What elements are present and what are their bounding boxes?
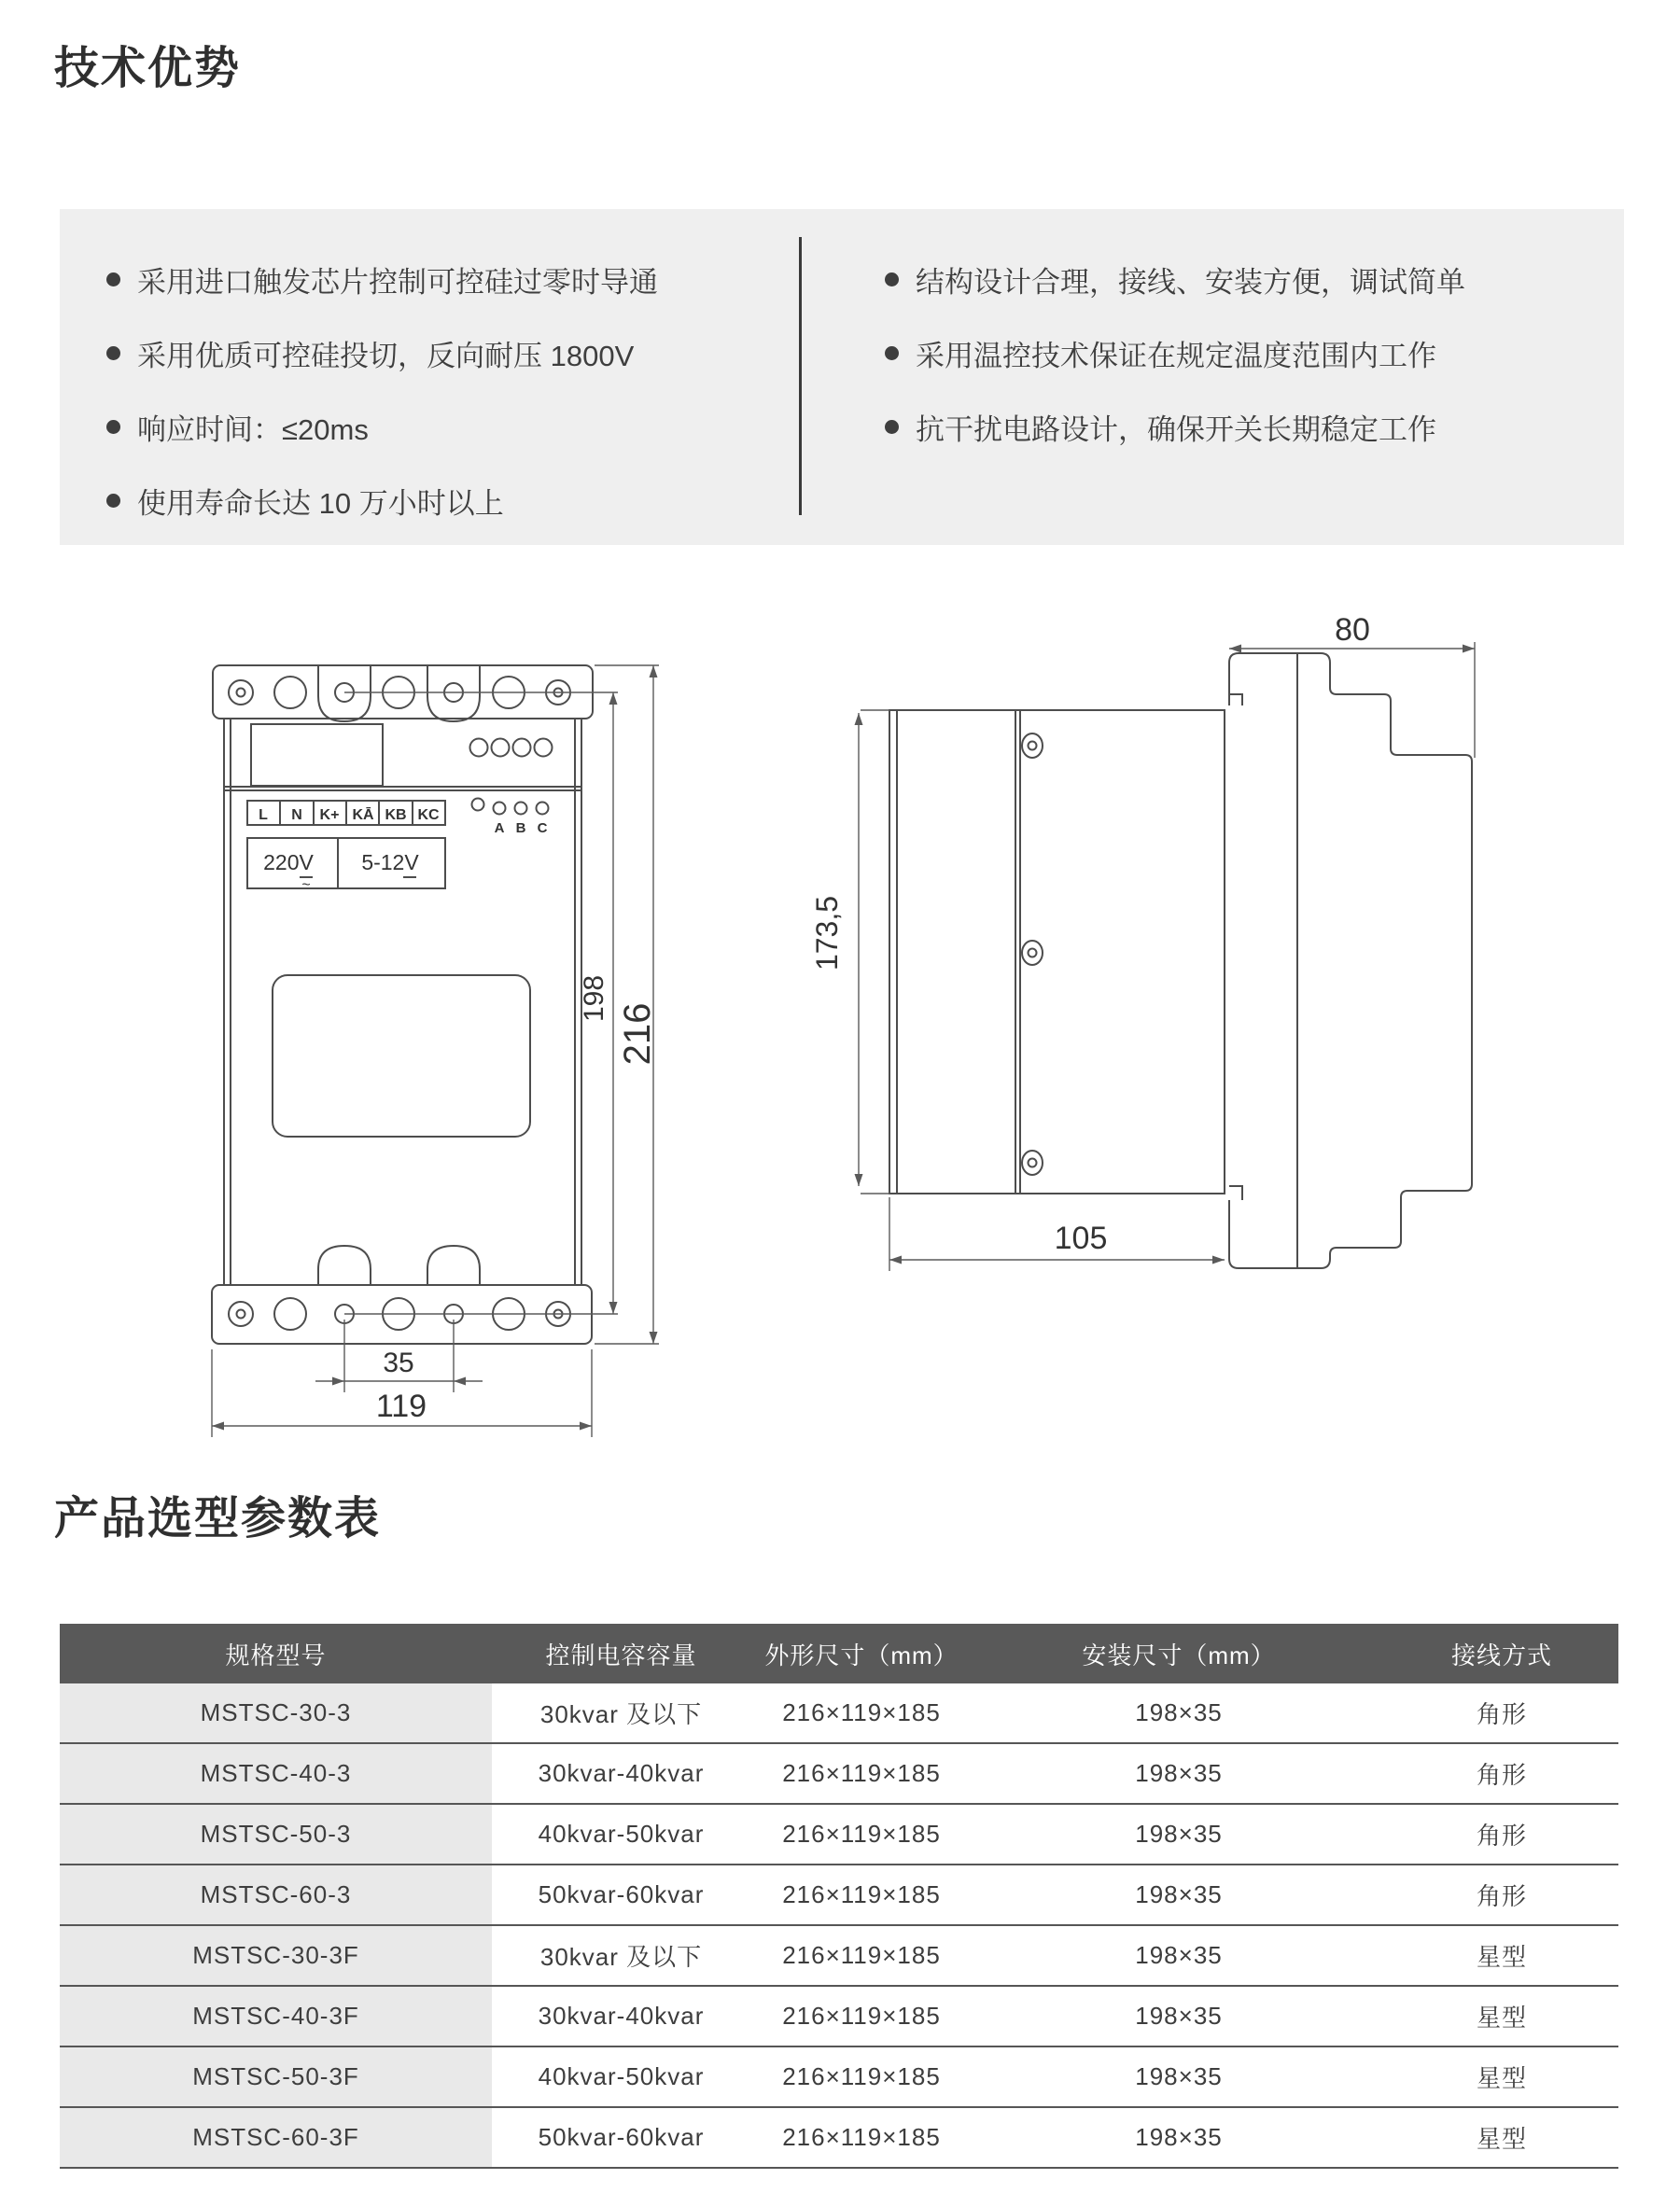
feature-text: 抗干扰电路设计，确保开关长期稳定工作 bbox=[916, 413, 1436, 446]
cell-capacity: 40kvar-50kvar bbox=[538, 2062, 705, 2090]
feature-text: 使用寿命长达 10 万小时以上 bbox=[137, 487, 504, 520]
bullet-icon bbox=[106, 494, 120, 508]
page-title: 技术优势 bbox=[54, 44, 242, 93]
cell-mount-size: 198×35 bbox=[1135, 1820, 1223, 1848]
dim-rail-width: 80 bbox=[1335, 612, 1370, 648]
bullet-icon bbox=[885, 346, 899, 360]
cell-mount-size: 198×35 bbox=[1135, 2002, 1223, 2030]
feature-item bbox=[106, 243, 760, 316]
feature-text: 响应时间：≤20ms bbox=[137, 413, 369, 446]
cell-outline-size: 216×119×185 bbox=[782, 2123, 941, 2151]
dim-height: 216 bbox=[617, 1002, 658, 1066]
table-title: 产品选型参数表 bbox=[54, 1494, 382, 1543]
dim-width: 119 bbox=[375, 1389, 427, 1424]
cell-capacity: 30kvar-40kvar bbox=[538, 2002, 705, 2030]
cell-outline-size: 216×119×185 bbox=[782, 2002, 941, 2030]
terminal-label: K+ bbox=[319, 807, 340, 823]
feature-item bbox=[885, 316, 1594, 390]
table-row bbox=[60, 2108, 1618, 2169]
side-view-drawing bbox=[889, 653, 1472, 1268]
feature-item bbox=[885, 243, 1594, 316]
feature-column-right bbox=[885, 243, 1594, 464]
cell-mount-size: 198×35 bbox=[1135, 1698, 1223, 1726]
cell-outline-size: 216×119×185 bbox=[782, 1820, 941, 1848]
cell-model: MSTSC-60-3F bbox=[60, 2108, 492, 2167]
table-row bbox=[60, 1987, 1618, 2047]
terminal-label: KC bbox=[417, 807, 440, 823]
cell-model: MSTSC-60-3 bbox=[60, 1865, 492, 1924]
cell-outline-size: 216×119×185 bbox=[782, 1698, 941, 1726]
terminal-label: KĀ bbox=[352, 807, 374, 823]
cell-capacity: 30kvar 及以下 bbox=[539, 1700, 703, 1728]
feature-column-left bbox=[106, 243, 760, 538]
cell-model: MSTSC-50-3 bbox=[60, 1805, 492, 1864]
cell-model: MSTSC-30-3 bbox=[60, 1683, 492, 1742]
technical-drawings bbox=[0, 579, 1680, 1465]
cell-outline-size: 216×119×185 bbox=[782, 1880, 941, 1908]
cell-wiring: 角形 bbox=[1476, 1882, 1527, 1910]
cell-model: MSTSC-50-3F bbox=[60, 2047, 492, 2106]
feature-text: 采用进口触发芯片控制可控硅过零时导通 bbox=[137, 266, 658, 299]
cell-capacity: 30kvar-40kvar bbox=[538, 1759, 705, 1787]
cell-mount-size: 198×35 bbox=[1135, 2062, 1223, 2090]
cell-wiring: 星型 bbox=[1476, 2125, 1527, 2153]
ac-tilde-symbol: ~ bbox=[301, 877, 311, 893]
cell-capacity: 30kvar 及以下 bbox=[539, 1943, 703, 1971]
table-row bbox=[60, 1683, 1618, 1744]
bullet-icon bbox=[885, 420, 899, 434]
spec-table bbox=[60, 1624, 1618, 2169]
column-header: 规格型号 bbox=[225, 1641, 327, 1669]
terminal-label: N bbox=[291, 807, 302, 823]
cell-mount-size: 198×35 bbox=[1135, 1759, 1223, 1787]
cell-mount-size: 198×35 bbox=[1135, 1880, 1223, 1908]
table-row bbox=[60, 1805, 1618, 1865]
cell-capacity: 50kvar-60kvar bbox=[538, 1880, 705, 1908]
column-divider bbox=[799, 237, 802, 515]
cell-wiring: 角形 bbox=[1476, 1761, 1527, 1789]
cell-wiring: 角形 bbox=[1476, 1700, 1527, 1728]
side-dimension-arrows bbox=[855, 645, 1476, 1264]
dim-hole-span: 198 bbox=[579, 974, 609, 1023]
table-row bbox=[60, 1744, 1618, 1805]
side-dimension-lines bbox=[859, 642, 1475, 1271]
front-dimension-arrows bbox=[212, 665, 658, 1431]
power-rating-labels bbox=[263, 850, 419, 893]
feature-item bbox=[885, 390, 1594, 464]
feature-item bbox=[106, 464, 760, 538]
feature-text: 采用温控技术保证在规定温度范围内工作 bbox=[916, 340, 1436, 372]
feature-text: 结构设计合理，接线、安装方便，调试简单 bbox=[916, 266, 1465, 299]
cell-outline-size: 216×119×185 bbox=[782, 1941, 941, 1969]
bullet-icon bbox=[885, 272, 899, 286]
supply-voltage-label: 220V bbox=[263, 850, 314, 874]
led-label: B bbox=[515, 820, 526, 836]
cell-outline-size: 216×119×185 bbox=[782, 2062, 941, 2090]
cell-model: MSTSC-40-3 bbox=[60, 1744, 492, 1803]
column-header: 外形尺寸（mm） bbox=[764, 1641, 959, 1669]
cell-wiring: 星型 bbox=[1476, 2004, 1527, 2032]
table-header-row bbox=[60, 1624, 1618, 1683]
cell-model: MSTSC-30-3F bbox=[60, 1926, 492, 1985]
table-row bbox=[60, 2047, 1618, 2108]
dim-body-height: 173,5 bbox=[810, 895, 844, 971]
terminal-label: KB bbox=[385, 807, 407, 823]
table-row bbox=[60, 1926, 1618, 1987]
terminal-label: L bbox=[259, 807, 268, 823]
column-header: 接线方式 bbox=[1450, 1641, 1552, 1669]
cell-wiring: 星型 bbox=[1476, 1943, 1527, 1971]
column-header: 安装尺寸（mm） bbox=[1082, 1641, 1276, 1669]
cell-model: MSTSC-40-3F bbox=[60, 1987, 492, 2046]
signal-voltage-label: 5-12V bbox=[361, 850, 419, 874]
cell-capacity: 50kvar-60kvar bbox=[538, 2123, 705, 2151]
feature-text: 采用优质可控硅投切，反向耐压 1800V bbox=[137, 340, 635, 372]
bullet-icon bbox=[106, 420, 120, 434]
cell-wiring: 星型 bbox=[1476, 2064, 1527, 2092]
cell-mount-size: 198×35 bbox=[1135, 2123, 1223, 2151]
dim-tab-spacing: 35 bbox=[383, 1348, 414, 1378]
feature-box bbox=[60, 209, 1624, 545]
cell-mount-size: 198×35 bbox=[1135, 1941, 1223, 1969]
dim-body-depth: 105 bbox=[1054, 1221, 1108, 1256]
led-label: C bbox=[537, 820, 548, 836]
cell-outline-size: 216×119×185 bbox=[782, 1759, 941, 1787]
front-view-drawing bbox=[212, 665, 593, 1344]
column-header: 控制电容容量 bbox=[545, 1641, 697, 1669]
bullet-icon bbox=[106, 346, 120, 360]
feature-item bbox=[106, 316, 760, 390]
feature-item bbox=[106, 390, 760, 464]
led-phase-labels bbox=[495, 820, 548, 836]
led-label: A bbox=[494, 820, 505, 836]
bullet-icon bbox=[106, 272, 120, 286]
cell-wiring: 角形 bbox=[1476, 1822, 1527, 1850]
cell-capacity: 40kvar-50kvar bbox=[538, 1820, 705, 1848]
table-row bbox=[60, 1865, 1618, 1926]
